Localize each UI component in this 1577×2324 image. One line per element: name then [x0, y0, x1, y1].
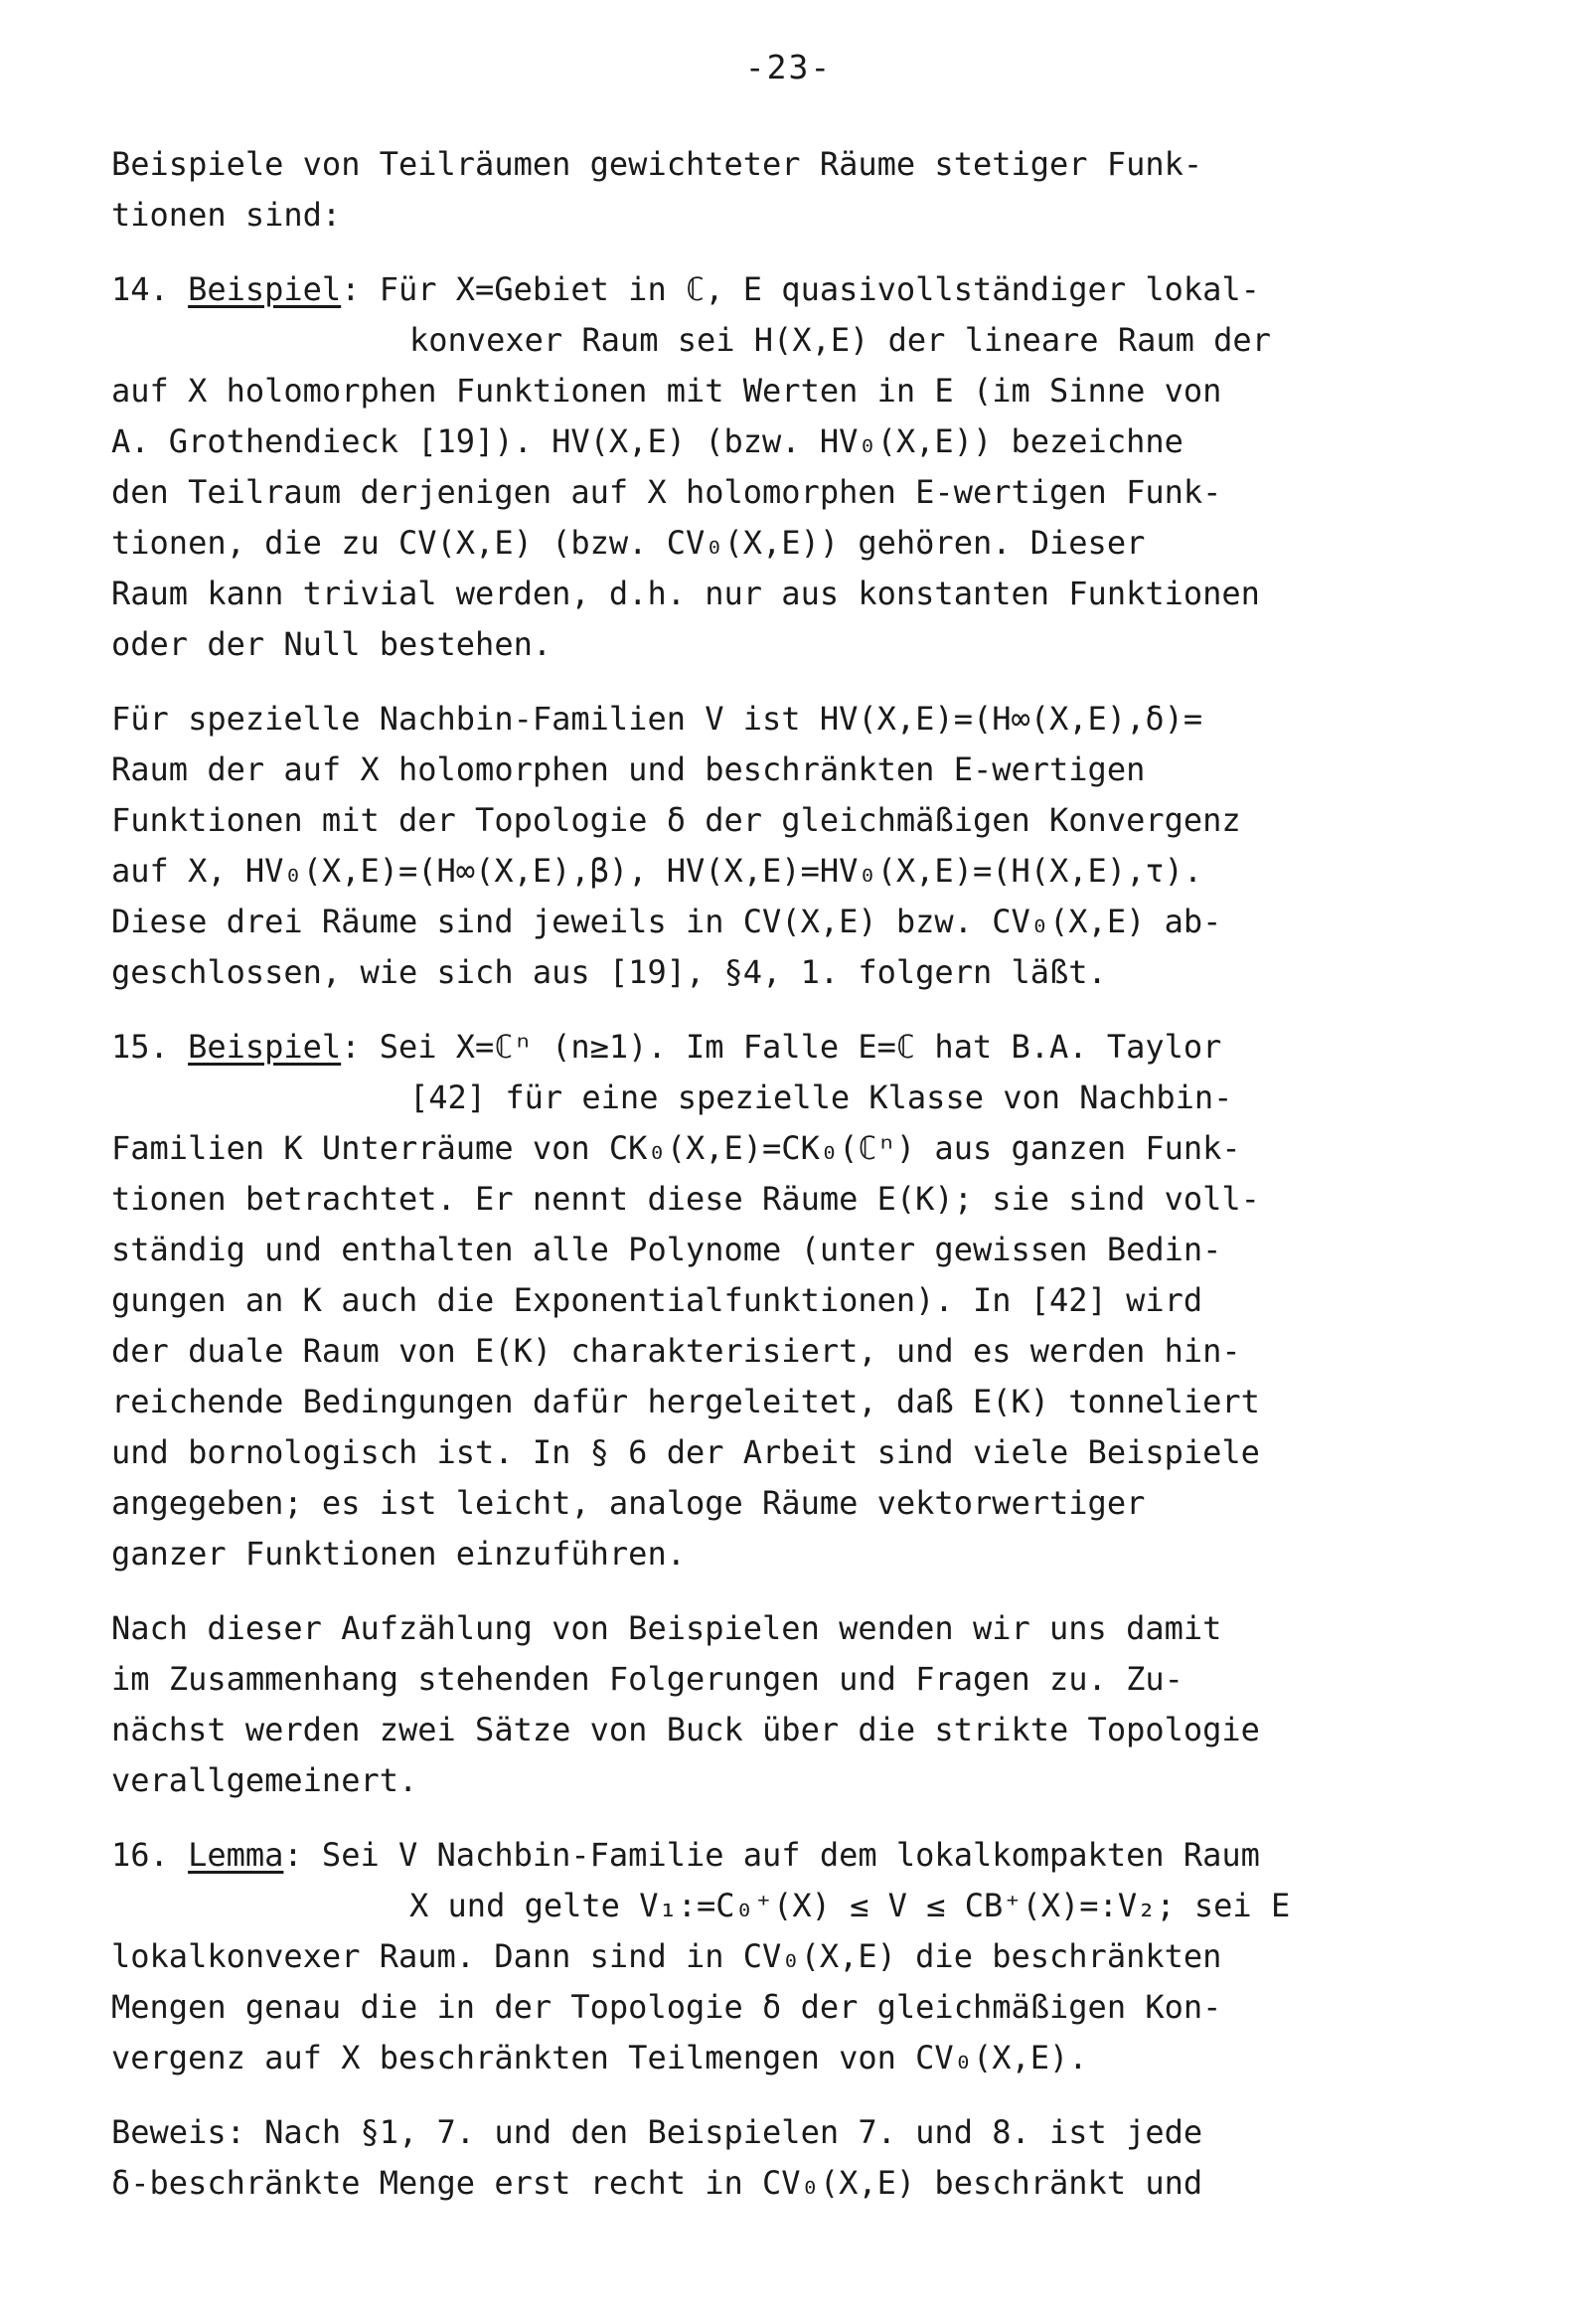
text-line: Mengen genau die in der Topologie δ der gleichmäßigen Kon-: [111, 1988, 1222, 2026]
text-line: angegeben; es ist leicht, analoge Räume vektorwertiger: [111, 1484, 1146, 1522]
text-line: [111, 264, 1363, 315]
text-line: der duale Raum von E(K) charakterisiert, und es werden hin-: [111, 1332, 1241, 1370]
text-line: [111, 1830, 1363, 1881]
paragraph-lemma-16: [111, 1830, 1363, 2083]
text-line: A. Grothendieck [19]). HV(X,E) (bzw. HV₀(X,E)) bezeichne: [111, 422, 1183, 460]
text-line: lokalkonvexer Raum. Dann sind in CV₀(X,E) die beschränkten: [111, 1937, 1222, 1975]
item-lead: : Sei V Nachbin-Familie auf dem lokalkompakten Raum: [283, 1836, 1260, 1874]
paragraph-beispiel-14: [111, 264, 1363, 670]
item-lead: : Für X=Gebiet in ℂ, E quasivollständiger lokal-: [341, 270, 1260, 308]
text-line: ganzer Funktionen einzuführen.: [111, 1535, 686, 1573]
text-line: Diese drei Räume sind jeweils in CV(X,E) bzw. CV₀(X,E) ab-: [111, 903, 1222, 940]
text-line: reichende Bedingungen dafür hergeleitet, daß E(K) tonneliert: [111, 1383, 1260, 1420]
text-line: auf X, HV₀(X,E)=(H∞(X,E),β), HV(X,E)=HV₀(X,E)=(H(X,E),τ).: [111, 852, 1203, 890]
text-line: Beweis: Nach §1, 7. und den Beispielen 7. und 8. ist jede: [111, 2113, 1203, 2151]
text-line-indented: konvexer Raum sei H(X,E) der lineare Raum der: [409, 321, 1271, 359]
text-line: δ-beschränkte Menge erst recht in CV₀(X,E) beschränkt und: [111, 2164, 1203, 2202]
text-line: vergenz auf X beschränkten Teilmengen von CV₀(X,E).: [111, 2039, 1088, 2076]
body-text: [111, 139, 1363, 2233]
paragraph-beispiel-15: [111, 1022, 1363, 1579]
text-line: gungen an K auch die Exponentialfunktionen). In [42] wird: [111, 1281, 1203, 1319]
paragraph-nachbin: [111, 694, 1363, 998]
text-line: auf X holomorphen Funktionen mit Werten in E (im Sinne von: [111, 372, 1222, 410]
text-line: geschlossen, wie sich aus [19], §4, 1. folgern läßt.: [111, 953, 1107, 991]
item-label: 14.: [111, 270, 189, 308]
text-line: nächst werden zwei Sätze von Buck über die strikte Topologie: [111, 1711, 1260, 1748]
item-term: Beispiel: [188, 1028, 342, 1066]
text-line: Raum der auf X holomorphen und beschränkten E-wertigen: [111, 750, 1146, 788]
page-number: -23-: [744, 48, 833, 86]
text-line: im Zusammenhang stehenden Folgerungen und Fragen zu. Zu-: [111, 1660, 1183, 1698]
item-term: Beispiel: [188, 270, 342, 308]
text-line: tionen betrachtet. Er nennt diese Räume E(K); sie sind voll-: [111, 1180, 1260, 1218]
text-line: [111, 1022, 1363, 1073]
item-label: 15.: [111, 1028, 189, 1066]
item-term: Lemma: [188, 1836, 284, 1874]
paragraph-beweis: [111, 2107, 1363, 2209]
item-lead: : Sei X=ℂⁿ (n≥1). Im Falle E=ℂ hat B.A. Taylor: [341, 1028, 1222, 1066]
text-line: Beispiele von Teilräumen gewichteter Räume stetiger Funk-: [111, 145, 1203, 183]
text-line: Für spezielle Nachbin-Familien V ist HV(X,E)=(H∞(X,E),δ)=: [111, 700, 1203, 738]
paragraph-intro: [111, 139, 1363, 241]
text-line: verallgemeinert.: [111, 1761, 418, 1799]
text-line: und bornologisch ist. In § 6 der Arbeit sind viele Beispiele: [111, 1433, 1260, 1471]
text-line: den Teilraum derjenigen auf X holomorphen E-wertigen Funk-: [111, 473, 1222, 511]
text-line: Familien K Unterräume von CK₀(X,E)=CK₀(ℂⁿ) aus ganzen Funk-: [111, 1129, 1241, 1167]
text-line: oder der Null bestehen.: [111, 625, 552, 663]
text-line-indented: [42] für eine spezielle Klasse von Nachbin-: [409, 1079, 1233, 1116]
text-line: tionen, die zu CV(X,E) (bzw. CV₀(X,E)) gehören. Dieser: [111, 524, 1146, 562]
text-line: Funktionen mit der Topologie δ der gleichmäßigen Konvergenz: [111, 801, 1241, 839]
text-line: Nach dieser Aufzählung von Beispielen wenden wir uns damit: [111, 1609, 1222, 1647]
paragraph-transition: [111, 1603, 1363, 1806]
text-line: Raum kann trivial werden, d.h. nur aus konstanten Funktionen: [111, 575, 1260, 612]
text-line-indented: X und gelte V₁:=C₀⁺(X) ≤ V ≤ CB⁺(X)=:V₂; sei E: [409, 1887, 1291, 1924]
item-label: 16.: [111, 1836, 189, 1874]
text-line: tionen sind:: [111, 196, 342, 234]
text-line: ständig und enthalten alle Polynome (unter gewissen Bedin-: [111, 1231, 1222, 1268]
